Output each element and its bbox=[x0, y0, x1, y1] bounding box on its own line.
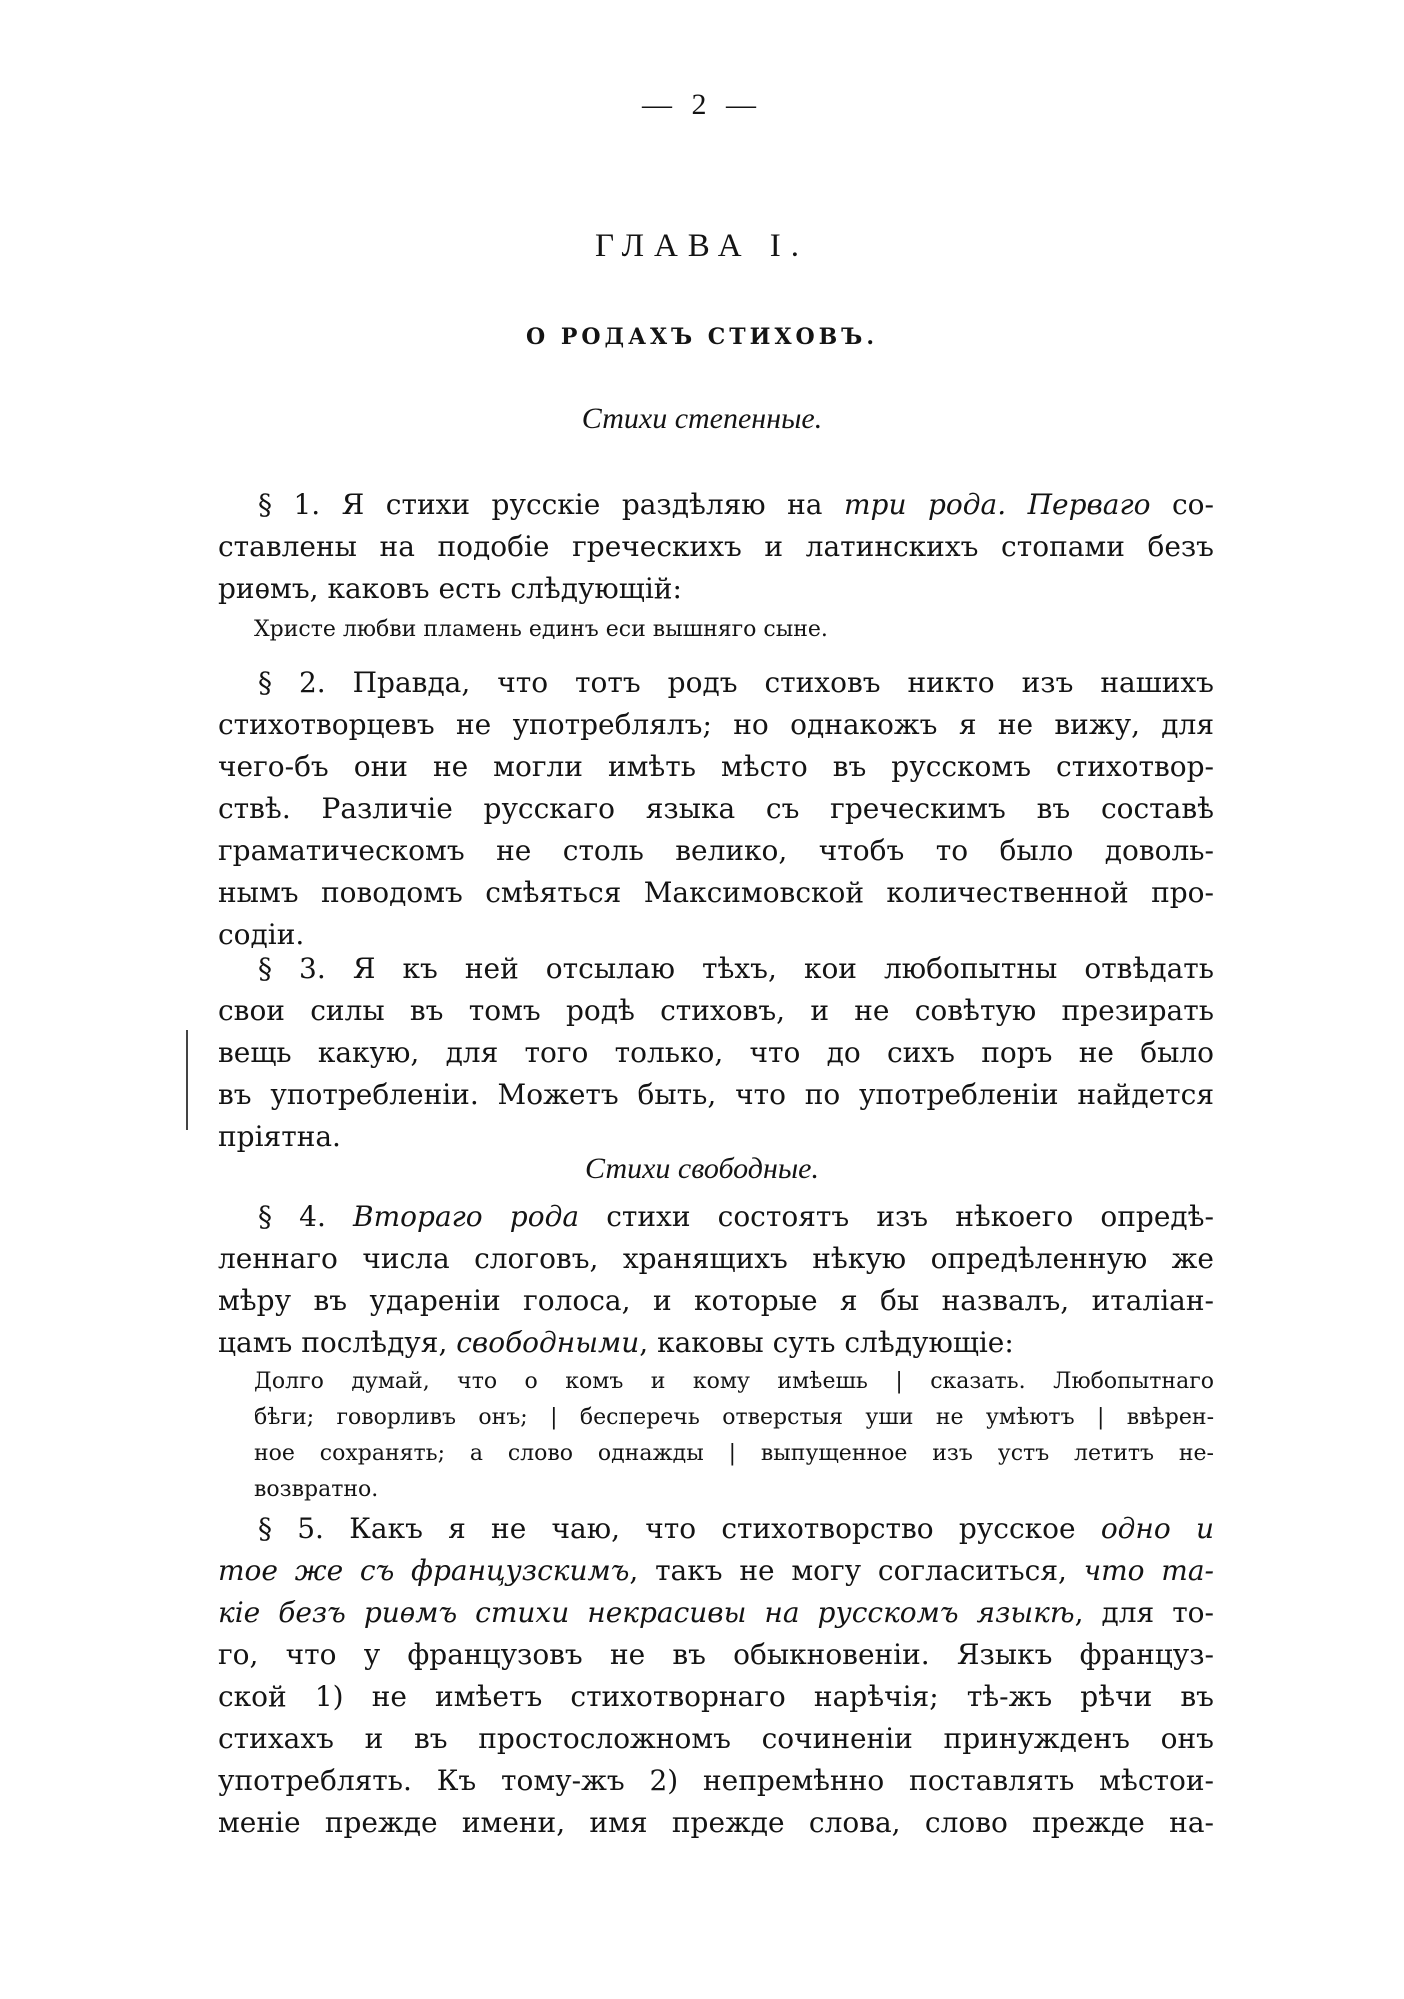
text-line: содіи. bbox=[218, 918, 305, 951]
text-line bbox=[218, 1508, 1214, 1550]
quote-line: бѣги; говорливъ онъ; | бесперечь отверстыя уши не умѣютъ | ввѣрен- bbox=[254, 1405, 1214, 1430]
text-span: § 4. bbox=[258, 1200, 354, 1233]
text-span: , каковы суть слѣдующіе: bbox=[639, 1326, 1014, 1359]
text-line: § 2. Правда, что тотъ родъ стиховъ никто изъ нашихъ bbox=[258, 666, 1214, 699]
chapter-subtitle: О РОДАХЪ СТИХОВЪ. bbox=[526, 324, 878, 350]
text-span: цамъ послѣдуя, bbox=[218, 1326, 457, 1359]
text-span: со- bbox=[1150, 488, 1214, 521]
quote-line: Христе любви пламень единъ еси вышняго сыне. bbox=[254, 617, 828, 642]
text-span: стихи состоятъ изъ нѣкоего опредѣ- bbox=[579, 1200, 1214, 1233]
text-line: чего-бъ они не могли имѣть мѣсто въ русскомъ стихотвор- bbox=[218, 750, 1214, 783]
text-line bbox=[218, 1196, 1214, 1238]
italic-span: Перваго bbox=[1027, 488, 1151, 521]
italic-span: что та- bbox=[1083, 1554, 1214, 1587]
text-line: свои силы въ томъ родѣ стиховъ, и не совѣтую презирать bbox=[218, 994, 1214, 1027]
quote-line: возвратно. bbox=[254, 1477, 379, 1502]
text-line: ставлены на подобіе греческихъ и латинскихъ стопами безъ bbox=[218, 530, 1214, 563]
text-line: меніе прежде имени, имя прежде слова, слово прежде на- bbox=[218, 1806, 1214, 1839]
text-line bbox=[218, 1550, 1214, 1592]
italic-span: кіе безъ риѳмъ стихи некрасивы на русскомъ языкѣ bbox=[218, 1596, 1075, 1629]
paragraph-4 bbox=[218, 1196, 1214, 1364]
text-line: въ употребленіи. Можетъ быть, что по употребленіи найдется bbox=[218, 1078, 1214, 1111]
text-span: , такъ не могу согласиться, bbox=[629, 1554, 1084, 1587]
text-line: нымъ поводомъ смѣяться Максимовской количественной про- bbox=[218, 876, 1214, 909]
chapter-title: ГЛАВА I. bbox=[594, 228, 810, 264]
text-span: , для то- bbox=[1074, 1596, 1215, 1629]
text-line: граматическомъ не столь велико, чтобъ то было доволь- bbox=[218, 834, 1214, 867]
quote-line: ное сохранять; а слово однажды | выпущенное изъ устъ летитъ не- bbox=[254, 1441, 1214, 1466]
quote-1 bbox=[254, 612, 1214, 648]
text-line: ской 1) не имѣетъ стихотворнаго нарѣчія; тѣ-жъ рѣчи въ bbox=[218, 1680, 1214, 1713]
section-heading-2: Стихи свободные. bbox=[585, 1152, 819, 1185]
italic-span: свободными bbox=[456, 1326, 640, 1359]
quote-2 bbox=[254, 1364, 1214, 1508]
text-line: ствѣ. Различіе русскаго языка съ греческимъ въ составѣ bbox=[218, 792, 1214, 825]
text-line: § 3. Я къ ней отсылаю тѣхъ, кои любопытны отвѣдать bbox=[258, 952, 1214, 985]
text-line: риѳмъ, каковъ есть слѣдующій: bbox=[218, 572, 682, 605]
italic-span: тое же съ французскимъ bbox=[218, 1554, 630, 1587]
text-line: леннаго числа слоговъ, хранящихъ нѣкую опредѣленную же bbox=[218, 1242, 1214, 1275]
paragraph-5 bbox=[218, 1508, 1214, 1844]
text-span bbox=[1006, 488, 1027, 521]
text-line: го, что у французовъ не въ обыкновеніи. Языкъ француз- bbox=[218, 1638, 1214, 1671]
paragraph-1 bbox=[218, 484, 1214, 610]
text-line: вещь какую, для того только, что до сихъ поръ не было bbox=[218, 1036, 1214, 1069]
italic-span: одно и bbox=[1100, 1512, 1215, 1545]
italic-span: Втораго рода bbox=[353, 1200, 580, 1233]
paragraph-3 bbox=[218, 948, 1214, 1158]
text-span: § 1. Я стихи русскіе раздѣляю на bbox=[258, 488, 844, 521]
margin-mark bbox=[186, 1030, 190, 1130]
quote-line: Долго думай, что о комъ и кому имѣешь | сказать. Любопытнаго bbox=[254, 1369, 1214, 1394]
text-line bbox=[218, 1592, 1214, 1634]
text-line: употреблять. Къ тому-жъ 2) непремѣнно поставлять мѣстои- bbox=[218, 1764, 1214, 1797]
page-number: — 2 — bbox=[642, 88, 762, 121]
section-heading-1: Стихи степенные. bbox=[581, 402, 823, 435]
text-line: стихахъ и въ простосложномъ сочиненіи принужденъ онъ bbox=[218, 1722, 1214, 1755]
text-span: § 5. Какъ я не чаю, что стихотворство русское bbox=[258, 1512, 1101, 1545]
text-line bbox=[218, 484, 1214, 526]
text-line: стихотворцевъ не употреблялъ; но однакожъ я не вижу, для bbox=[218, 708, 1214, 741]
italic-span: три рода. bbox=[843, 488, 1007, 521]
text-line: пріятна. bbox=[218, 1120, 341, 1153]
text-line bbox=[218, 1322, 1214, 1364]
paragraph-2 bbox=[218, 662, 1214, 956]
text-line: мѣру въ удареніи голоса, и которые я бы назвалъ, италіан- bbox=[218, 1284, 1214, 1317]
